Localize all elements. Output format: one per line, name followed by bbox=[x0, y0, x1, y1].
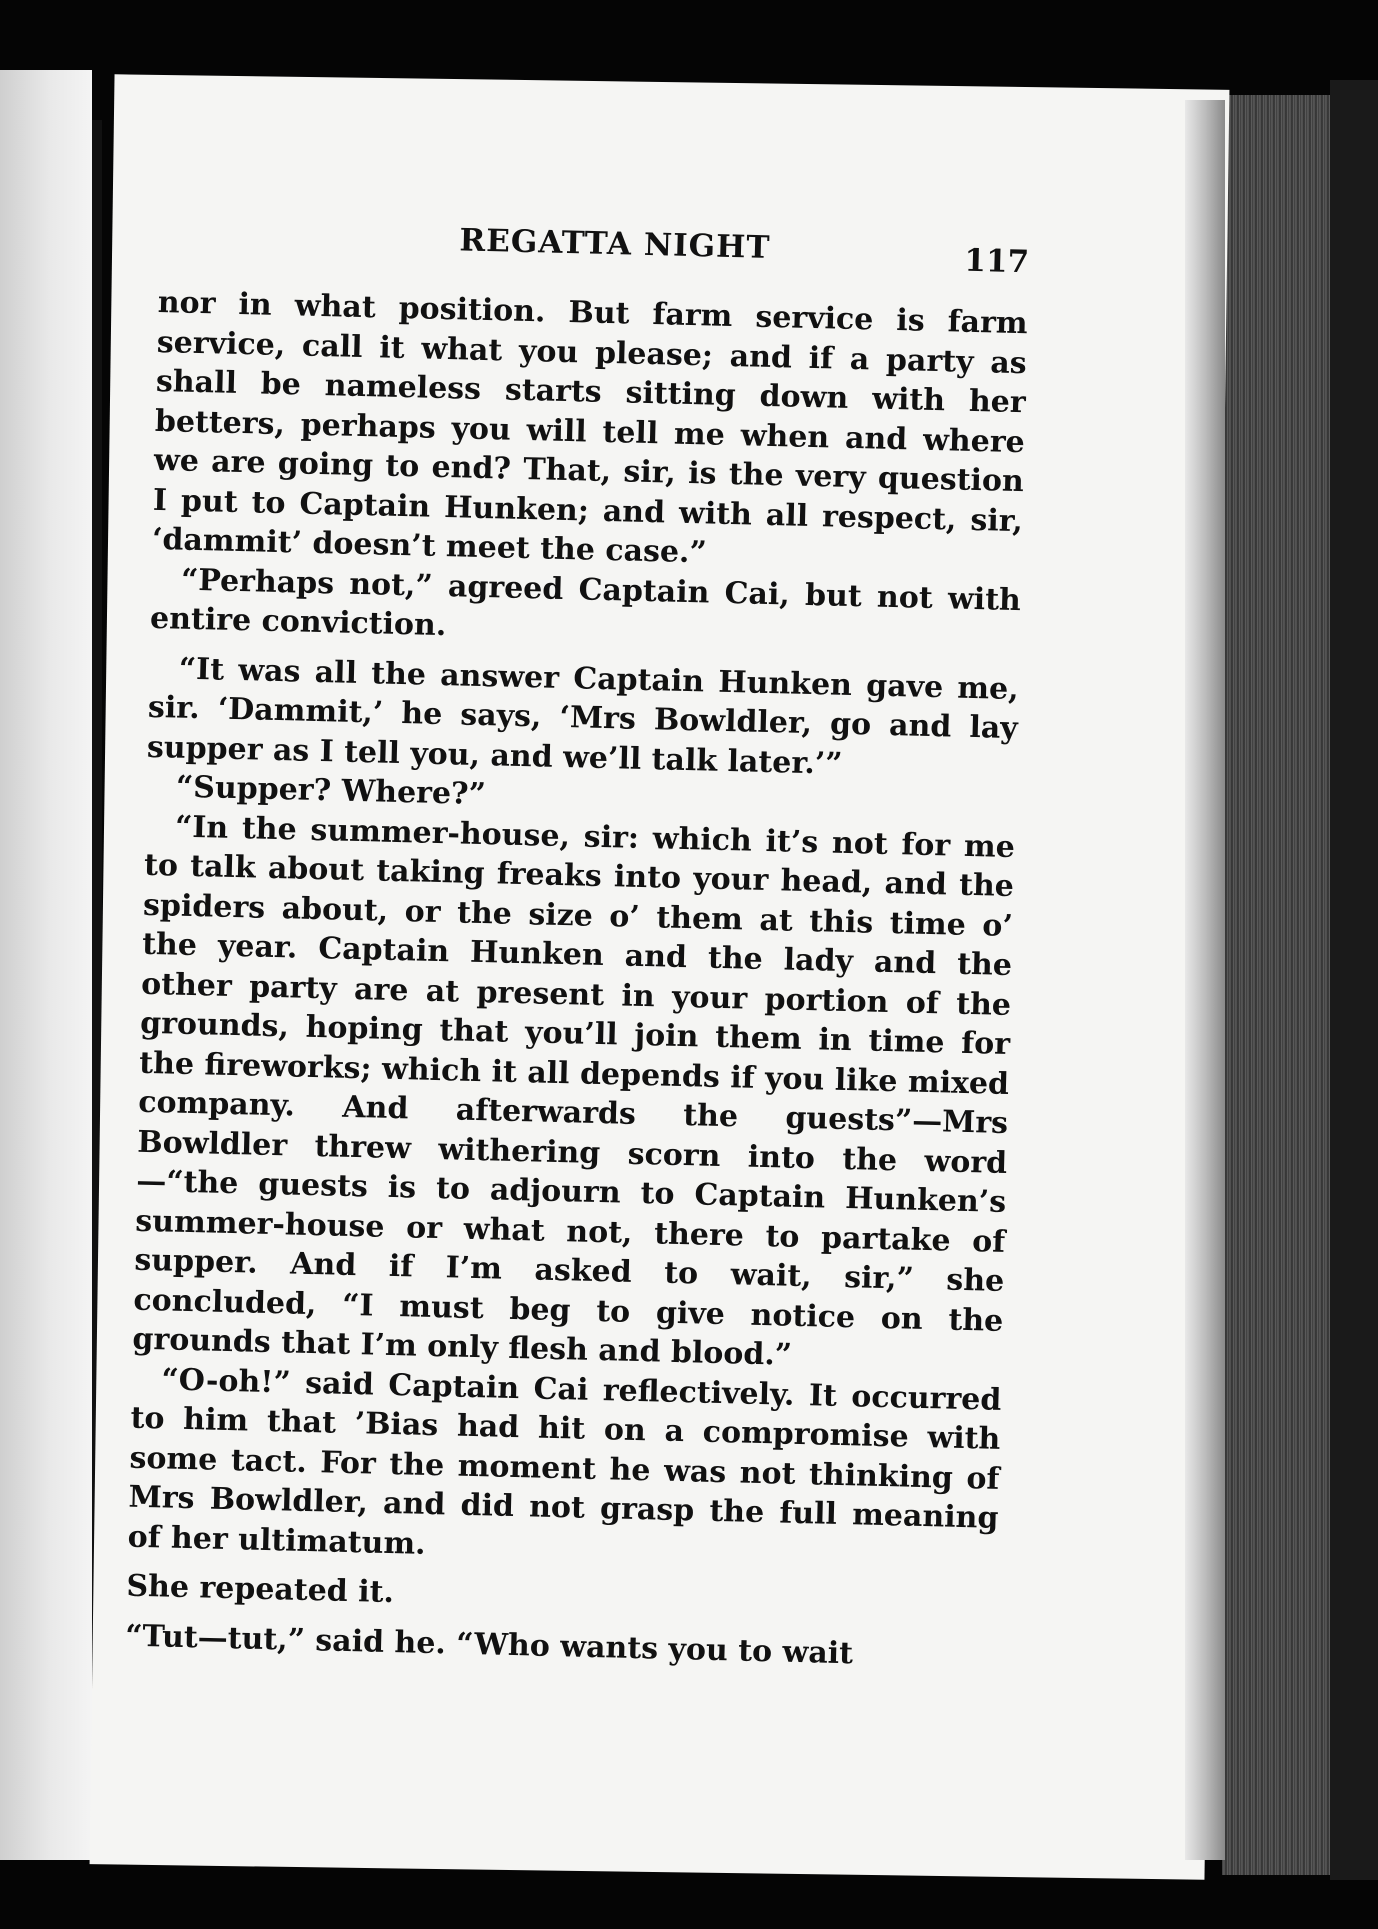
paragraph: She repeated it. bbox=[126, 1568, 395, 1611]
paragraph: “O-oh!” said Captain Cai reflectively. It occurred to him that ’Bias had hit on a compromise with some tact. For the moment he was not thinking of Mrs Bowldler, and did not grasp the full meaning of her ultimatum. bbox=[127, 1361, 1002, 1562]
page-edge-shadow bbox=[1185, 100, 1225, 1860]
paragraph: “It was all the answer Captain Hunken gave me, sir. ‘Dammit,’ he says, ‘Mrs Bowldler, go and lay supper as I tell you, and we’ll talk later.’” bbox=[146, 651, 1020, 782]
running-head: REGATTA NIGHT bbox=[459, 222, 771, 266]
paragraph: “Tut—tut,” said he. “Who wants you to wait bbox=[124, 1618, 854, 1671]
paragraph: “Perhaps not,” agreed Captain Cai, but not with entire conviction. bbox=[149, 562, 1022, 644]
paragraph: nor in what position. But farm service is farm service, call it what you please; and if a party as shall be nameless starts sitting down with her betters, perhaps you will tell me when and where we are going to end? That, sir, is the very question I put to Captain Hunken; and with all respect, sir, ‘dammit’ doesn’t meet the case.” bbox=[151, 284, 1029, 571]
page-number: 117 bbox=[963, 242, 1030, 281]
facing-page-edge bbox=[0, 70, 92, 1860]
paragraph: “In the summer-house, sir: which it’s not for me to talk about taking freaks into your head, and the spiders about, or the size o’ them at this time o’ the year. Captain Hunken and the lady and the other party are at present in your portion of the grounds, hoping that you’ll join them in time for the fireworks; which it all depends if you like mixed company. And afterwards the guests”—Mrs Bowldler threw withering scorn into the word—“the guests is to adjourn to Captain Hunken’s summer-house or what not, there to partake of supper. And if I’m asked to wait, sir,” she concluded, “I must beg to give notice on the grounds that I’m only flesh and blood.” bbox=[132, 809, 1016, 1373]
page-content bbox=[125, 215, 1030, 1677]
body-text bbox=[125, 283, 1028, 1677]
book-cover-edge bbox=[1330, 80, 1378, 1880]
paragraph: “Supper? Where?” bbox=[175, 769, 487, 813]
